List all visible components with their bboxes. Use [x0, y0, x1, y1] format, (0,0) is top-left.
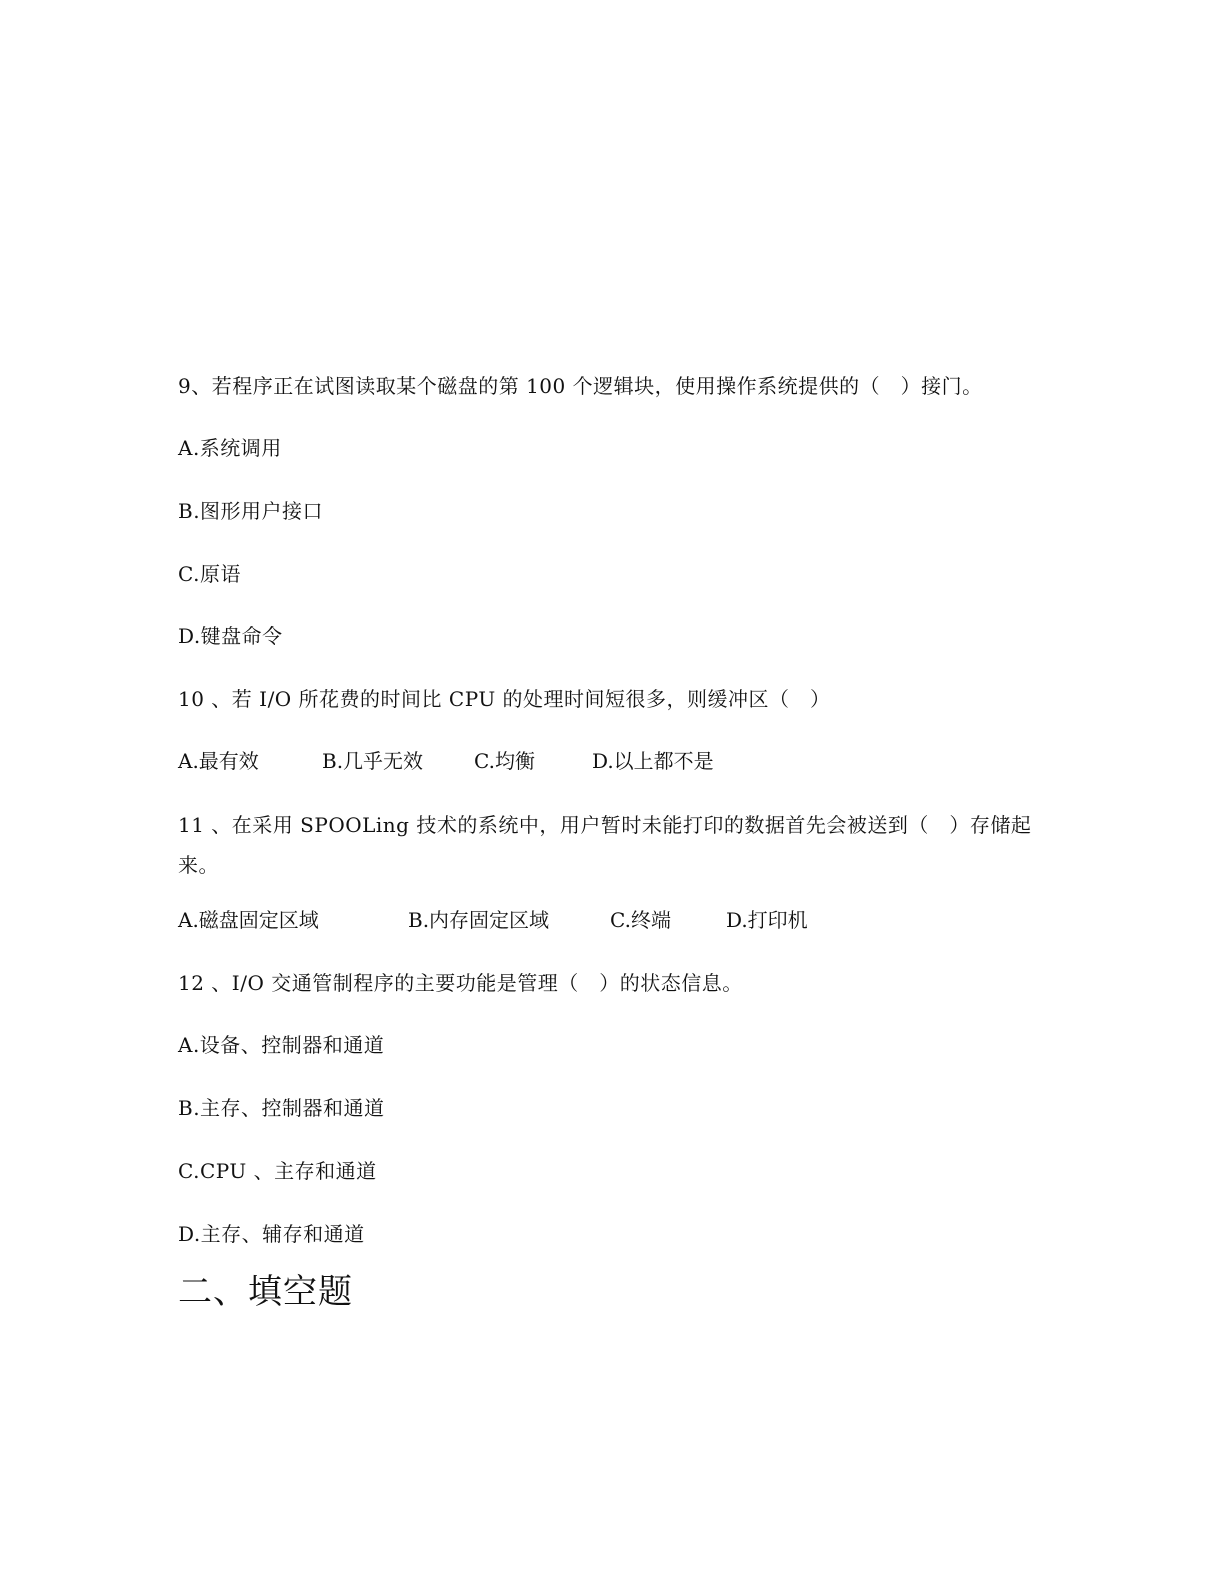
question-10-option-b: B.几乎无效 [322, 749, 424, 773]
question-10-options [178, 746, 1078, 776]
section-heading: 二、填空题 [178, 1272, 353, 1312]
question-10-option-d: D.以上都不是 [592, 749, 714, 773]
question-9-option-d: D.键盘命令 [178, 624, 283, 648]
question-9-stem: 9、若程序正在试图读取某个磁盘的第 100 个逻辑块，使用操作系统提供的（ ）接门。 [178, 374, 983, 398]
question-10-option-c: C.均衡 [474, 749, 535, 773]
question-12-option-c: C.CPU 、主存和通道 [178, 1159, 377, 1183]
question-12-stem: 12 、I/O 交通管制程序的主要功能是管理（ ）的状态信息。 [178, 971, 743, 995]
question-11-options [178, 905, 1078, 935]
question-9-option-b: B.图形用户接口 [178, 499, 324, 523]
question-9-option-c: C.原语 [178, 562, 241, 586]
question-11-stem: 11 、在采用 SPOOLing 技术的系统中，用户暂时未能打印的数据首先会被送到（ ）存储起来。 [178, 813, 1032, 877]
question-11-option-b: B.内存固定区域 [408, 908, 550, 932]
question-9-option-a: A.系统调用 [178, 436, 282, 460]
question-12-option-b: B.主存、控制器和通道 [178, 1096, 385, 1120]
question-10-stem: 10 、若 I/O 所花费的时间比 CPU 的处理时间短很多，则缓冲区（ ） [178, 687, 831, 711]
question-11-option-c: C.终端 [610, 908, 671, 932]
question-11-option-d: D.打印机 [726, 908, 808, 932]
question-10-option-a: A.最有效 [178, 749, 259, 773]
question-12-option-a: A.设备、控制器和通道 [178, 1033, 385, 1057]
question-11-option-a: A.磁盘固定区域 [178, 908, 319, 932]
question-12-option-d: D.主存、辅存和通道 [178, 1222, 365, 1246]
